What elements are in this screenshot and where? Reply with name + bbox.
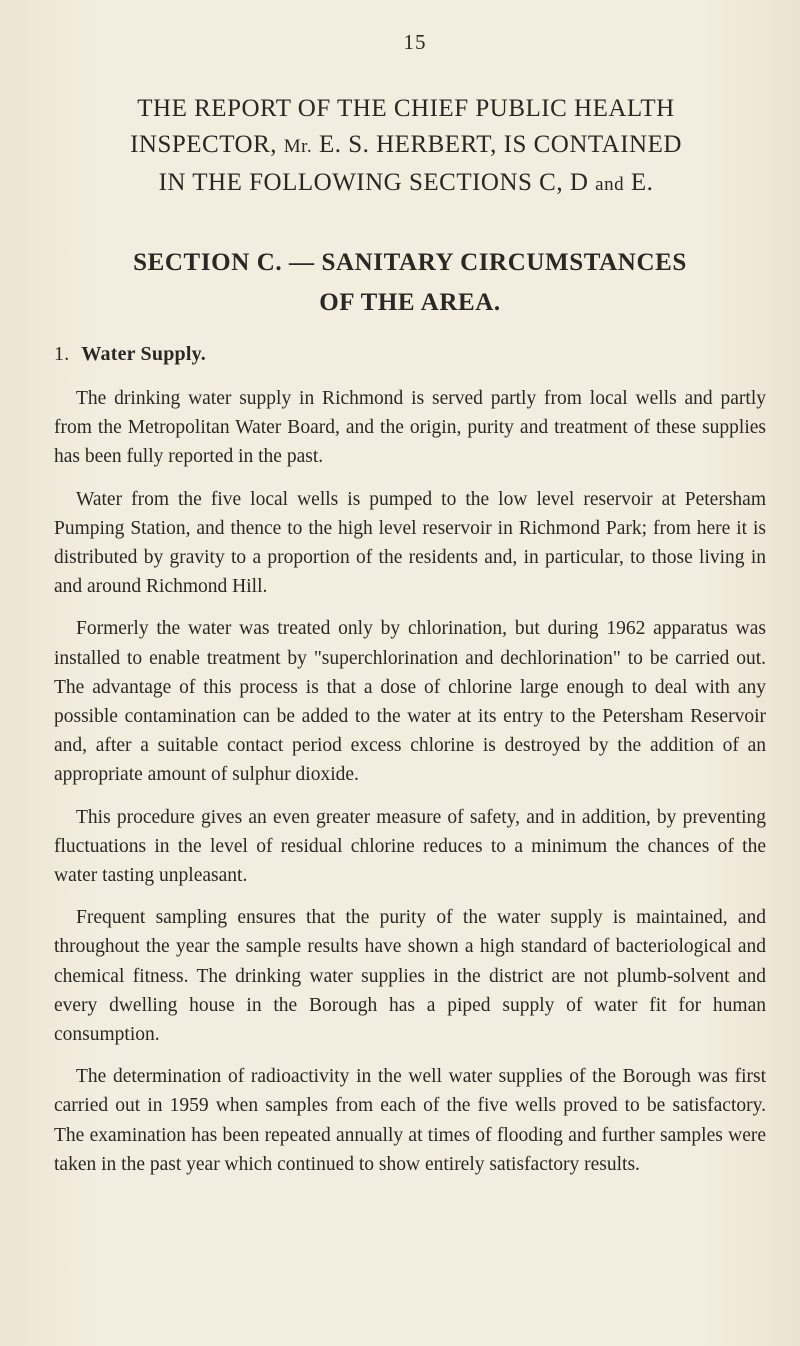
intro-line-2-post: E. S. HERBERT, IS CONTAINED — [312, 131, 682, 158]
intro-line-2-mr: Mr. — [283, 136, 313, 157]
section-heading-line-2: OF THE AREA. — [319, 289, 501, 316]
subsection-number: 1. — [54, 343, 70, 365]
report-intro-heading — [54, 91, 766, 203]
intro-line-2-pre: INSPECTOR, — [130, 131, 284, 158]
paragraph-6: The determination of radioactivity in the well water supplies of the Borough was first carried out in 1959 when samples from each of the five wells proved to be satisfactory. The examination has been repeated annually at times of flooding and further samples were taken in the past year which continued to show entirely satisfactory results. — [54, 1066, 766, 1175]
paragraph-4: This procedure gives an even greater measure of safety, and in addition, by preventing fluctuations in the level of residual chlorine reduces to a minimum the chances of the water tasting unpleasant. — [54, 806, 766, 887]
intro-line-3 — [54, 165, 758, 203]
intro-line-3-post: E. — [624, 169, 654, 196]
paragraph-2: Water from the five local wells is pumped to the low level reservoir at Petersham Pumping Station, and thence to the high level reservoir in Richmond Park; from here it is distributed by gravity to a proportion of the residents and, in particular, to those living in and around Richmond Hill. — [54, 488, 766, 598]
paragraph-3: Formerly the water was treated only by chlorination, but during 1962 apparatus was installed to enable treatment by "superchlorination and dechlorination" to be carried out. The advantage of this process is that a dose of chlorine large enough to deal with any possible contamination can be added to the water at its entry to the Petersham Reservoir and, after a suitable contact period excess chlorine is destroyed by the addition of an appropriate amount of sulphur dioxide. — [54, 618, 766, 786]
intro-line-3-and: and — [595, 174, 625, 195]
intro-line-2 — [54, 127, 758, 165]
page-number: 15 — [403, 30, 427, 54]
paragraph-5: Frequent sampling ensures that the purity of the water supply is maintained, and throughout the year the sample results have shown a high standard of bacteriological and chemical fitness. The drinking water supplies in the district are not plumb-solvent and every dwelling house in the Borough has a piped supply of water fit for human consumption. — [54, 907, 766, 1046]
intro-line-1: THE REPORT OF THE CHIEF PUBLIC HEALTH — [137, 95, 675, 122]
intro-line-3-pre: IN THE FOLLOWING SECTIONS C, D — [158, 169, 596, 196]
subsection-heading — [54, 343, 766, 366]
paragraph-1: The drinking water supply in Richmond is served partly from local wells and partly from the Metropolitan Water Board, and the origin, purity and treatment of these supplies has been fully reported in the past. — [54, 388, 766, 468]
section-heading-line-1: SECTION C. — SANITARY CIRCUMSTANCES — [133, 249, 687, 276]
section-heading — [54, 243, 766, 323]
subsection-title: Water Supply. — [81, 343, 206, 365]
